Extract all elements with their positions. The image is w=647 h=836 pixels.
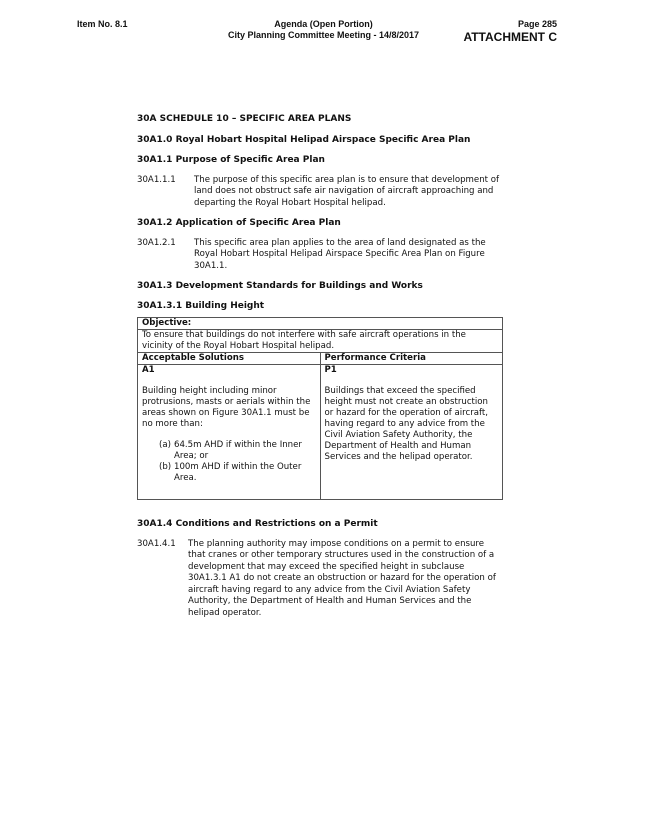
clause-number: 30A1.1.1: [137, 174, 176, 185]
item-number: Item No. 8.1: [77, 19, 128, 29]
attachment-label: ATTACHMENT C: [463, 30, 557, 44]
performance-criteria-code: P1: [324, 365, 337, 375]
list-item-label: (a): [159, 440, 171, 450]
objective-label: Objective:: [142, 318, 192, 328]
section-heading-development-standards: 30A1.3 Development Standards for Buildings and Works: [137, 281, 423, 291]
performance-criteria-text: Buildings that exceed the specified height must not create an obstruction or hazard for the operation of aircraft, having regard to any advice from the Civil Aviation Safety Authority, the Department of Health and Human Services and the helipad operator.: [324, 386, 489, 462]
column-header-acceptable-solutions: Acceptable Solutions: [138, 353, 321, 365]
page-number: Page 285: [517, 19, 557, 29]
clause-conditions: [137, 539, 503, 620]
document-body: [137, 114, 503, 628]
list-item-label: (b): [159, 462, 172, 472]
list-item-text: 100m AHD if within the Outer Area.: [174, 462, 302, 483]
list-item-text: 64.5m AHD if within the Inner Area; or: [174, 440, 302, 461]
section-heading-purpose: 30A1.1 Purpose of Specific Area Plan: [137, 155, 325, 165]
clause-application: [137, 238, 503, 273]
column-header-performance-criteria: Performance Criteria: [320, 353, 503, 365]
page-header-right: [463, 19, 557, 44]
plan-title: 30A1.0 Royal Hobart Hospital Helipad Airspace Specific Area Plan: [137, 134, 471, 145]
clause-text: The purpose of this specific area plan is to ensure that development of land does not obstruct safe air navigation of aircraft approaching and departing the Royal Hobart Hospital helipad.: [194, 174, 500, 208]
acceptable-solution-text: Building height including minor protrusions, masts or aerials within the areas shown on Figure 30A1.1 must be no more than:: [142, 386, 311, 429]
table-row: [138, 330, 503, 353]
clause-number: 30A1.2.1: [137, 237, 176, 248]
header-title-line2: City Planning Committee Meeting - 14/8/2017: [227, 30, 420, 40]
list-item: [159, 462, 316, 484]
objective-text: To ensure that buildings do not interfere with safe aircraft operations in the vicinity of the Royal Hobart Hospital helipad.: [138, 330, 503, 353]
section-heading-building-height: 30A1.3.1 Building Height: [137, 300, 265, 311]
table-row: [138, 318, 503, 330]
section-heading-application: 30A1.2 Application of Specific Area Plan: [137, 218, 341, 228]
building-height-table: [137, 317, 503, 500]
list-item: [159, 440, 316, 462]
schedule-title: 30A SCHEDULE 10 – SPECIFIC AREA PLANS: [137, 114, 352, 124]
clause-text: The planning authority may impose conditions on a permit to ensure that cranes or other temporary structures used in the construction of a development that may exceed the specified height in subclause 30A1.3.1 A1 do not create an obstruction or hazard for the operation of aircraft having regard to any advice from the Civil Aviation Safety Authority, the Department of Health and Human Services and the helipad operator.: [188, 538, 496, 618]
clause-number: 30A1.4.1: [137, 538, 176, 549]
performance-criteria-cell: [320, 365, 503, 500]
section-heading-conditions: 30A1.4 Conditions and Restrictions on a Permit: [137, 519, 378, 529]
table-row: [138, 353, 503, 365]
clause-purpose: [137, 175, 503, 210]
acceptable-solution-code: A1: [142, 365, 155, 375]
clause-text: This specific area plan applies to the area of land designated as the Royal Hobart Hospital Helipad Airspace Specific Area Plan on Figure 30A1.1.: [194, 237, 486, 271]
table-row: [138, 365, 503, 500]
header-title-line1: Agenda (Open Portion): [274, 19, 373, 29]
acceptable-solution-cell: [138, 365, 321, 500]
acceptable-solution-list: [142, 440, 316, 484]
objective-cell: [138, 318, 503, 330]
